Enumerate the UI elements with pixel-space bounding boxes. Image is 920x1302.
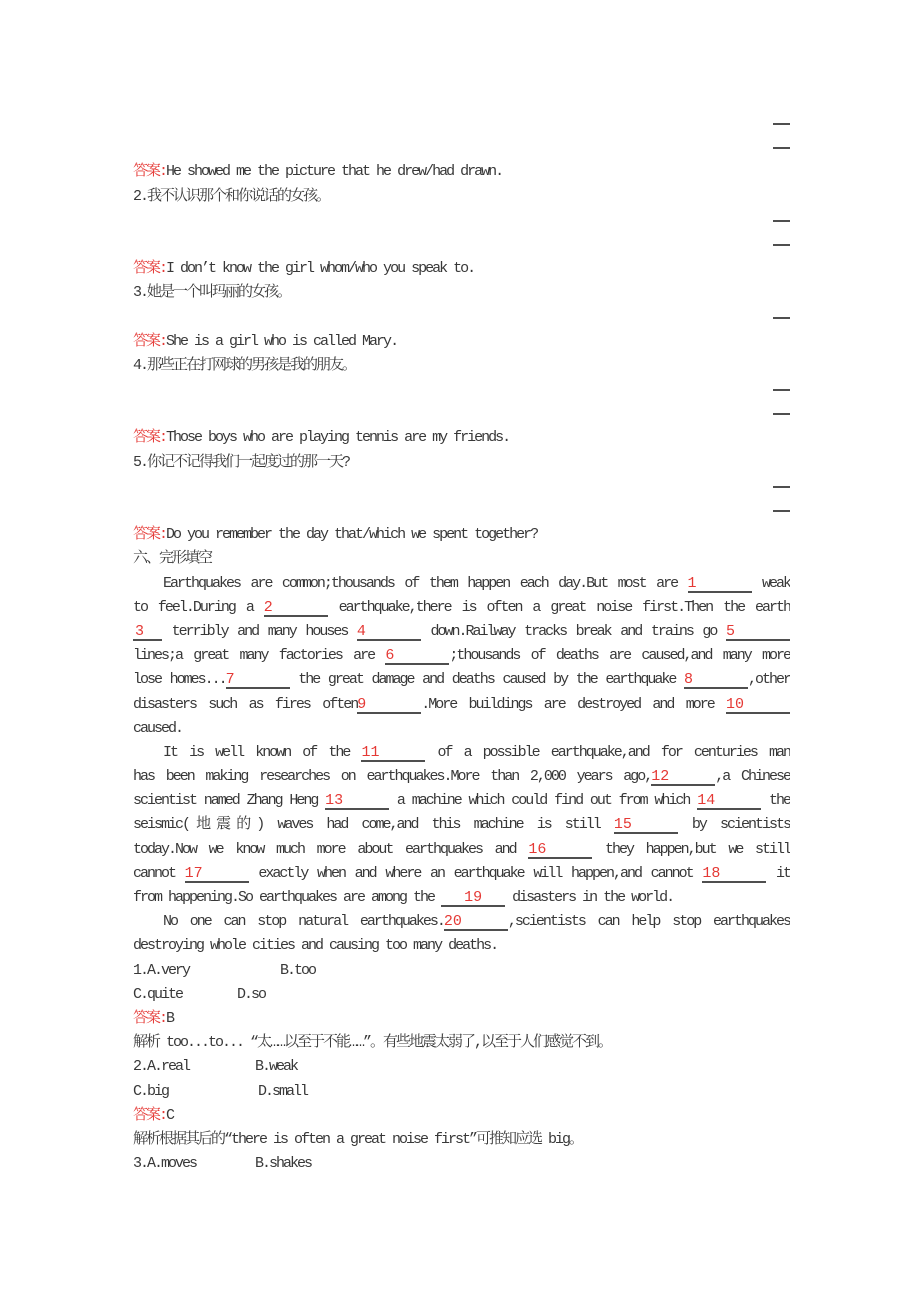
cloze-blank-6 [385, 648, 449, 665]
text-run: a machine which could find out from which [389, 792, 698, 810]
answer-blank-line [773, 413, 790, 415]
text-run: by scientists [677, 816, 790, 834]
answer-line [133, 257, 790, 281]
text-run: B.shakes [255, 1155, 312, 1173]
cloze-line [133, 620, 790, 644]
text-run: B.too [280, 961, 316, 979]
cloze-blank-10 [726, 697, 790, 714]
cloze-blank-2 [264, 600, 328, 617]
answer-line [133, 523, 790, 547]
blank-number: 7 [225, 671, 235, 689]
blank-number: 10 [726, 695, 745, 713]
answer-writing-line [133, 306, 790, 330]
text-run: No one can stop natural earthquakes. [163, 913, 444, 931]
text-run: I don’t know the girl whom/who you speak to. [166, 260, 475, 278]
answer-blank-line [773, 317, 790, 319]
option-cell: 3.A.moves [133, 1155, 197, 1173]
cloze-line [133, 693, 790, 717]
text-run: ,a Chinese [715, 768, 790, 786]
cloze-blank-7 [226, 672, 290, 689]
text-run: 3.她是一个叫玛丽的女孩。 [133, 284, 291, 302]
text-run: weak [751, 574, 790, 592]
answer-writing-line [133, 499, 790, 523]
option-cell: C.big [133, 1082, 169, 1100]
answer-writing-line [133, 378, 790, 402]
blank-number: 5 [726, 622, 736, 640]
option-cell: 2.A.real [133, 1058, 190, 1076]
blank-number: 8 [683, 671, 693, 689]
answer-blank-line [773, 510, 790, 512]
cloze-line [133, 717, 790, 741]
answer-blank-line [773, 220, 790, 222]
answer-line [133, 160, 790, 184]
text-run: of a possible earthquake,and for centuries man [425, 743, 790, 761]
answer-writing-line [133, 209, 790, 233]
answer-writing-line [133, 402, 790, 426]
text-run: ,scientists can help stop earthquakes [507, 913, 790, 931]
cloze-blank-11 [361, 745, 425, 762]
cloze-blank-17 [185, 866, 249, 883]
cloze-line [133, 886, 790, 910]
option-cell: C.quite [133, 985, 183, 1003]
cloze-blank-3 [133, 624, 162, 641]
cloze-blank-16 [528, 842, 592, 859]
answer-writing-line [133, 112, 790, 136]
cloze-blank-18 [702, 866, 766, 883]
question-line [133, 451, 790, 475]
text-run: seismic(地震的) waves had come,and this machine is still [133, 816, 614, 834]
text-run: B [166, 1009, 174, 1027]
text-run: it [766, 864, 790, 882]
blank-number: 3 [135, 622, 145, 640]
text-run: the [761, 792, 790, 810]
blank-number: 15 [613, 816, 632, 834]
text-run: C [166, 1106, 174, 1124]
text-run: Do you remember the day that/which we spent together? [166, 526, 538, 544]
text-run: lose homes... [133, 671, 226, 689]
cloze-line [133, 741, 790, 765]
text-run: they happen,but we still [592, 840, 790, 858]
blank-number: 19 [464, 889, 483, 906]
cloze-line [133, 862, 790, 886]
text-run: Earthquakes are common;thousands of them happen each day.But most are [163, 574, 688, 592]
answer-label: 答案: [133, 260, 167, 278]
blank-number: 16 [528, 840, 547, 858]
cloze-blank-12 [651, 769, 715, 786]
cloze-line [133, 813, 790, 837]
analysis-line [133, 1031, 790, 1055]
answer-line [133, 426, 790, 450]
cloze-line [133, 668, 790, 692]
text-run: D.small [258, 1082, 308, 1100]
cloze-blank-9 [357, 697, 421, 714]
text-run: today.Now we know much more about earthquakes and [133, 840, 529, 858]
cloze-line [133, 934, 790, 958]
cloze-blank-13 [325, 793, 389, 810]
answer-label: 答案: [133, 1009, 167, 1027]
option-row [133, 1080, 790, 1104]
answer-key-line [133, 1104, 790, 1128]
text-run: D.so [237, 985, 266, 1003]
question-line [133, 354, 790, 378]
text-run: cannot [133, 864, 185, 882]
cloze-line [133, 910, 790, 934]
text-run: caused. [133, 719, 183, 737]
cloze-blank-4 [357, 624, 421, 641]
answer-blank-line [773, 244, 790, 246]
answer-label: 答案: [133, 332, 167, 350]
text-run: 解析 too...to... “太……以至于不能……”。有些地震太弱了,以至于人们感觉不到。 [133, 1034, 612, 1052]
text-run: She is a girl who is called Mary. [166, 332, 398, 350]
cloze-blank-20 [444, 914, 508, 931]
option-row [133, 959, 790, 983]
blank-number: 1 [687, 574, 697, 592]
text-run: down.Railway tracks break and trains go [420, 622, 727, 640]
answer-blank-line [773, 389, 790, 391]
cloze-blank-19 [441, 890, 505, 907]
answer-label: 答案: [133, 1106, 167, 1124]
text-run: lines;a great many factories are [133, 647, 386, 665]
cloze-blank-5 [726, 624, 790, 641]
blank-number: 6 [385, 647, 395, 665]
text-run: from happening.So earthquakes are among the [133, 889, 442, 906]
answer-key-line [133, 1007, 790, 1031]
question-line [133, 185, 790, 209]
text-run: 2.我不认识那个和你说话的女孩。 [133, 187, 330, 205]
document-content [133, 112, 790, 1176]
text-run: exactly when and where an earthquake will happen,and cannot [248, 864, 703, 882]
text-run: 解析根据其后的“there is often a great noise first”可推知应选 big。 [133, 1130, 583, 1148]
cloze-line [133, 838, 790, 862]
text-run: ,other [747, 671, 790, 689]
blank-number: 2 [263, 598, 273, 616]
cloze-blank-8 [684, 672, 748, 689]
answer-writing-line [133, 475, 790, 499]
answer-label: 答案: [133, 526, 167, 544]
text-run: scientist named Zhang Heng [133, 792, 326, 810]
text-run: to feel.During a [133, 598, 264, 616]
text-run: 六、完形填空 [133, 550, 212, 568]
text-run: B.weak [255, 1058, 298, 1076]
text-run: destroying whole cities and causing too many deaths. [133, 937, 498, 955]
option-cell: 1.A.very [133, 961, 190, 979]
answer-writing-line [133, 136, 790, 160]
cloze-line [133, 596, 790, 620]
text-run: 4.那些正在打网球的男孩是我的朋友。 [133, 356, 356, 374]
answer-blank-line [773, 147, 790, 149]
cloze-blank-15 [614, 817, 678, 834]
cloze-line [133, 644, 790, 668]
section-heading [133, 547, 790, 571]
option-row [133, 1152, 790, 1176]
blank-number: 12 [651, 768, 670, 786]
blank-number: 20 [443, 913, 462, 931]
cloze-line [133, 789, 790, 813]
cloze-line [133, 765, 790, 789]
text-run: disasters in the world. [505, 889, 674, 906]
blank-number: 9 [357, 695, 367, 713]
text-run: earthquake,there is often a great noise first.Then the earth [327, 598, 790, 616]
text-run: disasters such as fires often [133, 695, 358, 713]
text-run: .More buildings are destroyed and more [421, 695, 726, 713]
option-row [133, 983, 790, 1007]
cloze-line [133, 572, 790, 596]
blank-number: 14 [697, 792, 716, 810]
cloze-blank-1 [688, 576, 752, 593]
text-run: ;thousands of deaths are caused,and many more [449, 647, 790, 665]
text-run: He showed me the picture that he drew/had drawn. [166, 163, 503, 181]
cloze-blank-14 [697, 793, 761, 810]
answer-label: 答案: [133, 429, 167, 447]
text-run: has been making researches on earthquakes.More than 2,000 years ago, [133, 768, 652, 786]
answer-blank-line [773, 123, 790, 125]
question-line [133, 281, 790, 305]
text-run: Those boys who are playing tennis are my friends. [166, 429, 510, 447]
text-run: the great damage and deaths caused by the earthquake [289, 671, 684, 689]
answer-writing-line [133, 233, 790, 257]
text-run: 5.你记不记得我们一起度过的那一天? [133, 453, 350, 471]
blank-number: 4 [356, 622, 366, 640]
answer-blank-line [773, 486, 790, 488]
answer-label: 答案: [133, 163, 167, 181]
blank-number: 11 [361, 743, 380, 761]
blank-number: 17 [184, 864, 203, 882]
text-run: It is well known of the [163, 743, 362, 761]
option-row [133, 1055, 790, 1079]
answer-line [133, 330, 790, 354]
analysis-line [133, 1128, 790, 1152]
text-run: terribly and many houses [162, 622, 357, 640]
blank-number: 13 [325, 792, 344, 810]
blank-number: 18 [702, 864, 721, 882]
